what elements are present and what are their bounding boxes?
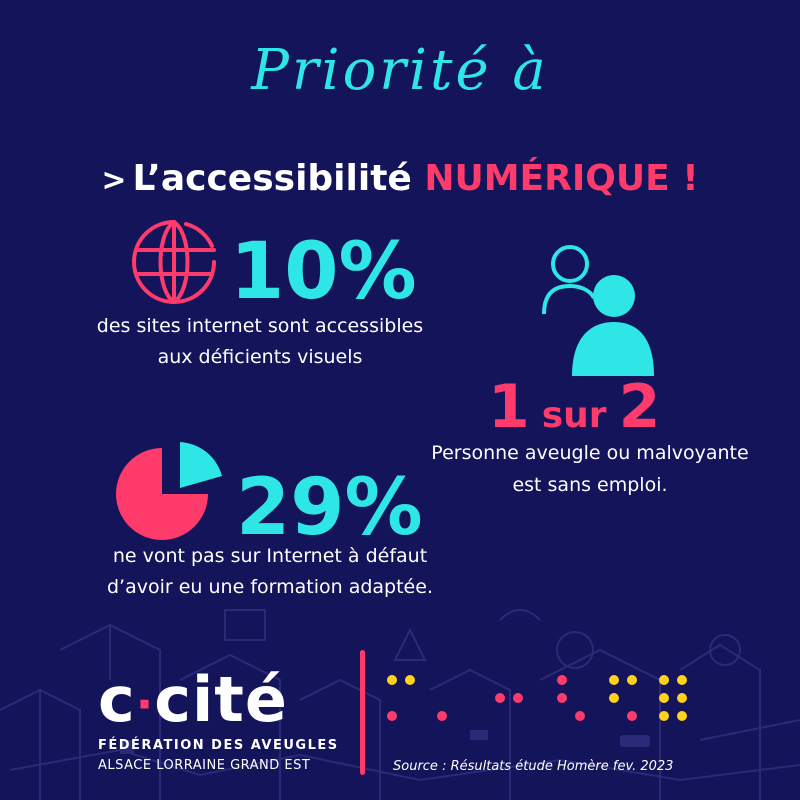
sites-percentage: 10% [230,227,417,317]
employment-caption-line1: Personne aveugle ou malvoyante [431,442,749,464]
logo-dot: · [135,676,155,731]
source-citation: Source : Résultats étude Homère fev. 2023 [393,759,674,774]
person-icon [538,242,658,382]
employment-value-sur: sur [541,395,607,436]
internet-caption-line2: d’avoir eu une formation adaptée. [107,576,433,598]
employment-stat [488,372,698,442]
employment-value-left: 1 [488,372,530,442]
employment-caption-line2: est sans emploi. [512,474,668,496]
script-title: Priorité à [251,38,549,103]
internet-percentage: 29% [236,463,423,553]
federation-name: FÉDÉRATION DES AVEUGLES [98,738,339,753]
logo-c: c [98,663,136,736]
headline-highlight: NUMÉRIQUE ! [424,158,699,199]
employment-value-right: 2 [618,372,661,442]
braille-dots-icon [382,668,712,738]
ccite-logo [98,663,288,736]
headline-main: L’accessibilité [132,158,412,199]
internet-caption-line1: ne vont pas sur Internet à défaut [112,545,428,567]
headline-arrow: > [101,163,127,198]
footer-divider [360,650,365,775]
headline [40,158,760,199]
sites-caption-line1: des sites internet sont accessibles [96,315,424,337]
pie-chart-icon [110,432,230,544]
globe-icon [128,216,220,308]
logo-cite: cité [154,663,288,736]
sites-caption-line2: aux déficients visuels [157,346,363,368]
federation-region: ALSACE LORRAINE GRAND EST [98,758,311,773]
